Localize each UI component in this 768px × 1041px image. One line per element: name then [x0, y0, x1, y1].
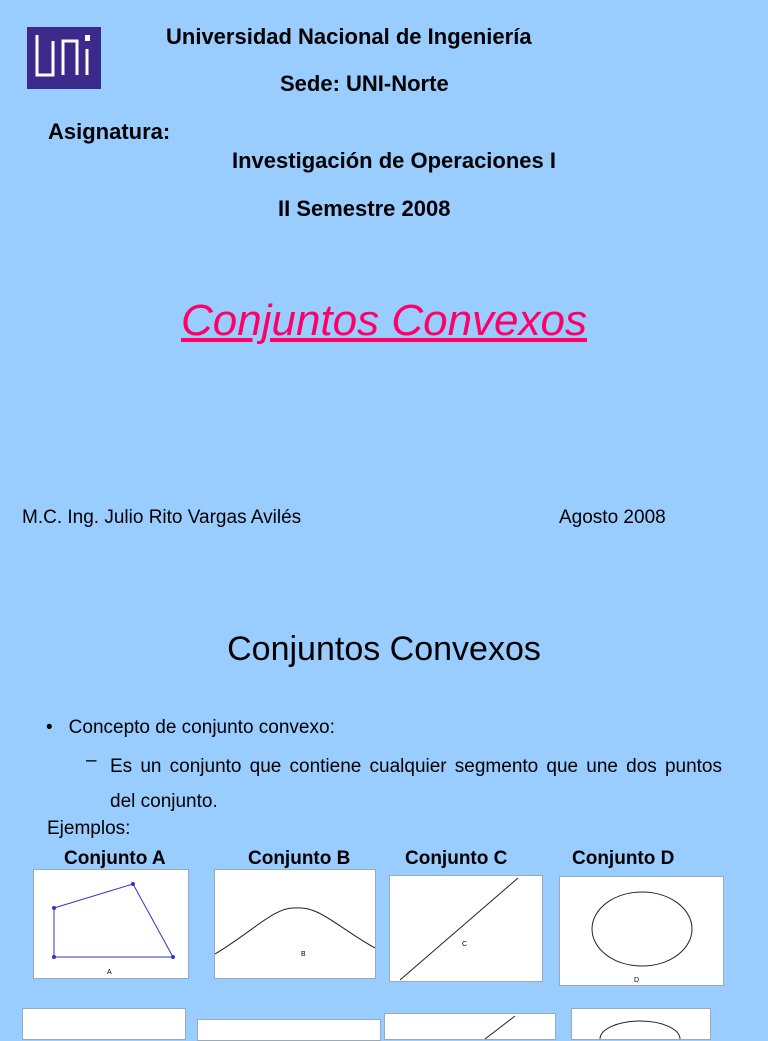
university-name: Universidad Nacional de Ingeniería: [166, 24, 532, 49]
examples-label: Ejemplos:: [47, 818, 131, 839]
curve-shape: [215, 908, 375, 954]
course-name: Investigación de Operaciones I: [232, 148, 556, 173]
figure-set-d: [559, 876, 724, 986]
vertex-point: [52, 955, 56, 959]
slide-title: Conjuntos Convexos: [227, 630, 541, 668]
vertex-point: [131, 882, 135, 886]
figure-next-row: [571, 1008, 711, 1040]
figure-set-c: [389, 875, 543, 982]
vertex-point: [52, 906, 56, 910]
line-shape: [400, 878, 518, 980]
quadrilateral-shape: [54, 884, 173, 957]
set-b-label: Conjunto B: [248, 848, 351, 869]
figure-tag: C: [462, 941, 468, 948]
uni-logo: [27, 27, 101, 89]
sub-bullet-text: Es un conjunto que contiene cualquier segmento que une dos puntos del conjunto.: [110, 756, 722, 812]
set-a-label: Conjunto A: [64, 848, 166, 869]
uni-logo-icon: [27, 27, 101, 89]
set-d-label: Conjunto D: [572, 848, 675, 869]
subject-label: Asignatura:: [48, 119, 171, 144]
bullet-dot-icon: •: [46, 717, 53, 738]
vertex-point: [171, 955, 175, 959]
figure-tag: D: [634, 977, 640, 984]
dash-marker: –: [86, 750, 97, 771]
set-c-label: Conjunto C: [405, 848, 508, 869]
semester: II Semestre 2008: [278, 196, 451, 221]
figure-tag: A: [107, 969, 112, 976]
figure-next-row: [384, 1013, 556, 1040]
figure-next-row: [197, 1019, 381, 1041]
bullet-item: [46, 717, 335, 739]
presentation-date: Agosto 2008: [559, 507, 666, 528]
bullet-text: Concepto de conjunto convexo:: [68, 717, 335, 738]
presentation-title: Conjuntos Convexos: [180, 296, 587, 345]
ellipse-shape: [592, 892, 692, 966]
author-name: M.C. Ing. Julio Rito Vargas Avilés: [22, 507, 302, 528]
figure-tag: B: [301, 951, 306, 958]
campus-name: Sede: UNI-Norte: [280, 71, 449, 96]
figure-set-a: [33, 869, 189, 979]
figure-next-row: [22, 1008, 186, 1040]
figure-set-b: [214, 869, 376, 979]
